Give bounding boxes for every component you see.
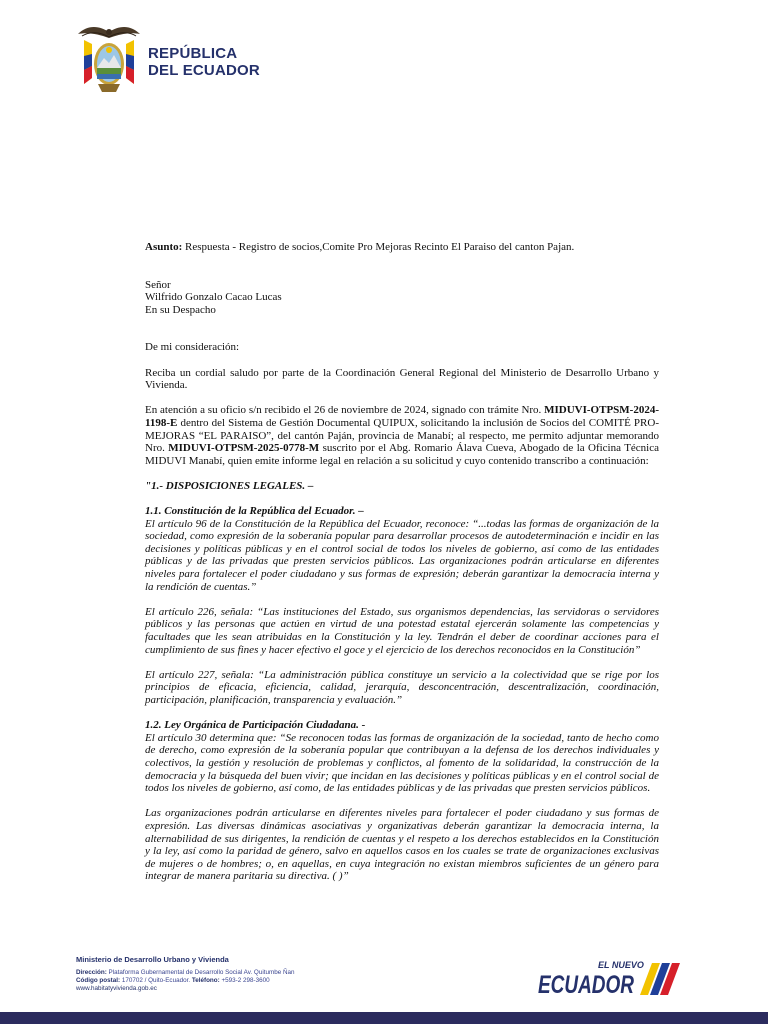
footer-phone-value: +593-2 298-3600 (219, 977, 270, 984)
ref-text-1: En atención a su oficio s/n recibido el 26 de noviembre de 2024, signado con trámite Nro. (145, 404, 545, 417)
footer-ministry-name: Ministerio de Desarrollo Urbano y Vivienda (76, 955, 229, 964)
brand-top-text: EL NUEVO (598, 960, 644, 970)
header-del-ecuador: DEL ECUADOR (148, 62, 260, 79)
paragraph-greeting: Reciba un cordial saludo por parte de la Coordinación General Regional del Ministerio de Desarrollo Urbano y Vivienda. (145, 366, 659, 392)
footer-band (0, 1012, 768, 1024)
addressee-place: En su Despacho (145, 303, 216, 316)
salutation: De mi consideración: (145, 341, 240, 354)
subsection-heading-constitucion: 1.1. Constitución de la República del Ecuador. – (145, 505, 364, 518)
paragraph-art96: El artículo 96 de la Constitución de la República del Ecuador, reconoce: “...todas las formas de organización de la sociedad, como expresión de la soberanía popular para desarrollar procesos de autodeterminación e incidir en las decisiones y políticas públicas y en el control social de todos los niveles de gobierno, así como de las entidades públicas y de las privadas que presten servicios públicos. Las organizaciones podrán articularse en diferentes niveles para fortalecer el poder ciudadano y sus formas de expresión; deberán garantizar la democracia interna y la rendición de cuentas.” (145, 517, 659, 593)
footer-contact (76, 955, 496, 993)
addressee-name: Wilfrido Gonzalo Cacao Lucas (145, 291, 282, 304)
subsection-heading-participacion: 1.2. Ley Orgánica de Participación Ciudadana. - (145, 719, 366, 732)
header-republica: REPÚBLICA (148, 45, 238, 62)
ref-number-memorando: MIDUVI-OTPSM-2025-0778-M (168, 442, 320, 455)
subject-line (145, 241, 659, 254)
footer-phone-label: Teléfono: (191, 977, 220, 984)
paragraph-art30-continued: Las organizaciones podrán articularse en diferentes niveles para fortalecer el poder ciudadano y sus formas de expresión. Las diversas dinámicas asociativas y organizativas deberán garantizar la democracia interna, la alternabilidad de sus dirigentes, la rendición de cuentas y el respeto a los derechos establecidos en la Constitución y la ley, así como la paridad de género, salvo en aquellos casos en los cuales se trate de organizaciones exclusivas de mujeres o de hombres; o, en aquellas, en cuya integración no existan miembros suficientes de un género para integrar de manera paritaria su directiva. ( )” (145, 807, 659, 883)
letter-body (145, 241, 659, 883)
footer-website-link[interactable]: www.habitatyvivienda.gob.ec (76, 985, 157, 992)
brand-main-text: ECUADOR (538, 971, 634, 999)
ref-text-3: suscrito por el Abg. Romario Álava Cueva, Abogado de la Oficina Técnica MIDUVI Manabí, quien emite informe legal en relación a su solicitud y cuyo contenido transcribo a continuación: (145, 442, 659, 467)
addressee-title: Señor (145, 278, 171, 291)
paragraph-art30: El artículo 30 determina que: “Se reconocen todas las formas de organización de la sociedad, tanto de hecho como de derecho, como expresión de la soberanía popular que contribuyan a la defensa de los derechos individuales y colectivos, la gestión y resolución de problemas y conflictos, al fomento de la solidaridad, la construcción de la democracia y la búsqueda del buen vivir; que incidan en las decisiones y políticas públicas y en el control social de todos los niveles de gobierno, así como, de las entidades públicas y de las privadas que presten servicios públicos. (145, 731, 659, 795)
footer-postal-value: 170702 / Quito-Ecuador. (120, 977, 192, 984)
footer-address-label: Dirección: (76, 969, 107, 976)
footer-postal-label: Código postal: (76, 977, 121, 984)
subject-text: Respuesta - Registro de socios,Comite Pro Mejoras Recinto El Paraiso del canton Pajan. (182, 241, 575, 253)
paragraph-reference (145, 404, 659, 467)
section-heading-legal: "1.- DISPOSICIONES LEGALES. – (145, 479, 314, 492)
coat-of-arms-logo (76, 22, 142, 96)
paragraph-art226: El artículo 226, señala: “Las instituciones del Estado, sus organismos dependencias, las servidoras o servidores públicos y las personas que actúen en virtud de una potestad estatal ejercerán solamente las competencias y facultades que les sean atribuidas en la Constitución y la ley. Tendrán el deber de coordinar acciones para el cumplimiento de sus fines y hacer efectivo el goce y el ejercicio de los derechos reconocidos en la Constitución” (145, 605, 659, 656)
ref-number-oficio: MIDUVI-OTPSM-2024-1198-E (145, 404, 659, 429)
addressee-block (145, 279, 659, 317)
ref-text-2: dentro del Sistema de Gestión Documental QUIPUX, solicitando la inclusión de Socios del COMITÉ PRO-MEJORAS “EL PARAISO”, del cantón Paján, provincia de Manabí; al respecto, me permito adjuntar memorando Nro. (145, 416, 659, 455)
footer-address (76, 969, 496, 977)
footer-postal-phone (76, 977, 496, 985)
paragraph-art227: El artículo 227, señala: “La administración pública constituye un servicio a la colectividad que se rige por los principios de eficacia, eficiencia, calidad, jerarquía, desconcentración, descentralización, coordinación, participación, planificación, transparencia y evaluación.” (145, 668, 659, 706)
footer-address-value: Plataforma Gubernamental de Desarrollo Social Av. Quitumbe Ñan (106, 969, 295, 976)
el-nuevo-ecuador-logo (536, 957, 682, 999)
subject-label: Asunto: (145, 241, 183, 253)
